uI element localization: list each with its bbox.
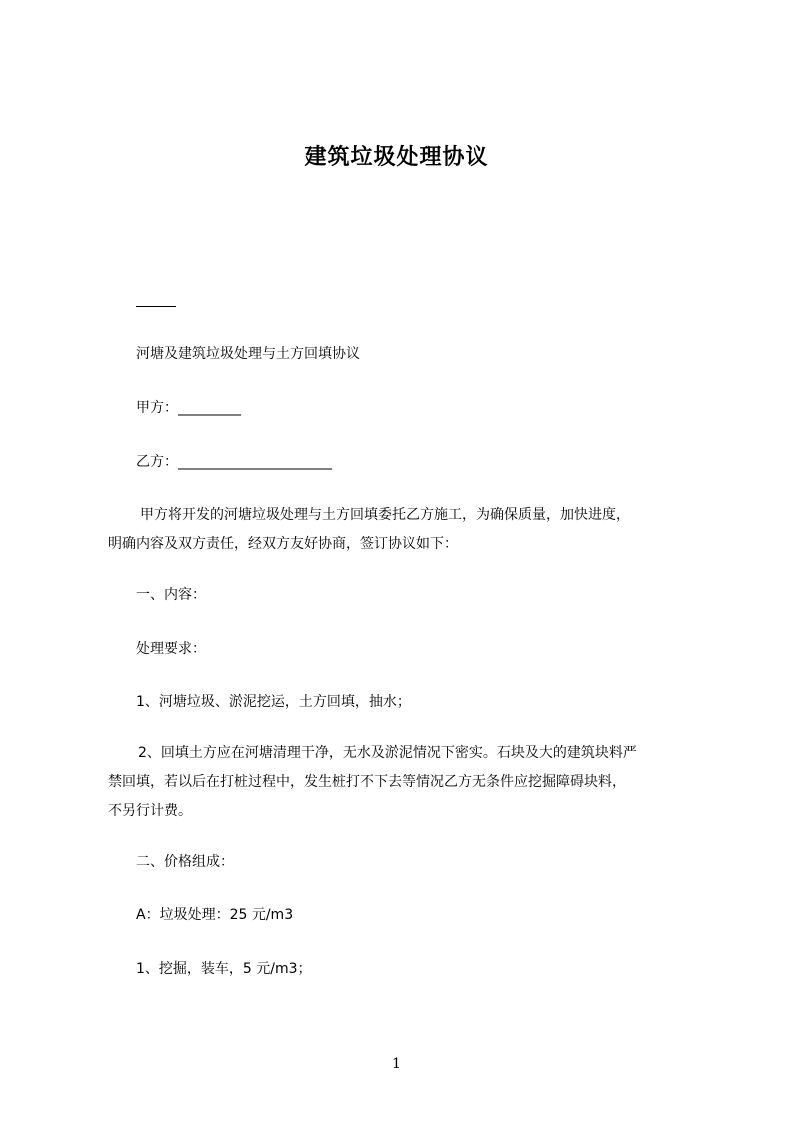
price-item-1: 1、挖掘，装车，5 元/m3； <box>136 961 312 977</box>
requirement-item-2-line-2: 禁回填，若以后在打桩过程中，发生桩打不下去等情况乙方无条件应挖掘障碍块料， <box>108 774 626 790</box>
page-number: 1 <box>392 1056 401 1072</box>
section-2-heading: 二、价格组成： <box>136 854 234 870</box>
requirement-item-1: 1、河塘垃圾、淤泥挖运，土方回填，抽水； <box>136 694 411 710</box>
agreement-subtitle: 河塘及建筑垃圾处理与土方回填协议 <box>136 346 360 362</box>
party-b-line: 乙方：______________________ <box>136 454 332 470</box>
requirement-item-2-line-3: 不另行计费。 <box>108 803 192 819</box>
section-1-heading: 一、内容： <box>136 587 206 603</box>
intro-paragraph-line-2: 明确内容及双方责任，经双方友好协商，签订协议如下： <box>108 536 458 552</box>
document-title: 建筑垃圾处理协议 <box>304 145 489 170</box>
blank-line <box>136 306 176 307</box>
requirement-item-2-line-1: 2、回填土方应在河塘清理干净，无水及淤泥情况下密实。石块及大的建筑块料严 <box>138 745 637 761</box>
price-a-line: A：垃圾处理：25 元/m3 <box>136 907 294 923</box>
intro-paragraph-line-1: 甲方将开发的河塘垃圾处理与土方回填委托乙方施工，为确保质量，加快进度， <box>140 507 630 523</box>
requirements-heading: 处理要求： <box>136 641 206 657</box>
party-a-line: 甲方：_________ <box>136 400 241 416</box>
